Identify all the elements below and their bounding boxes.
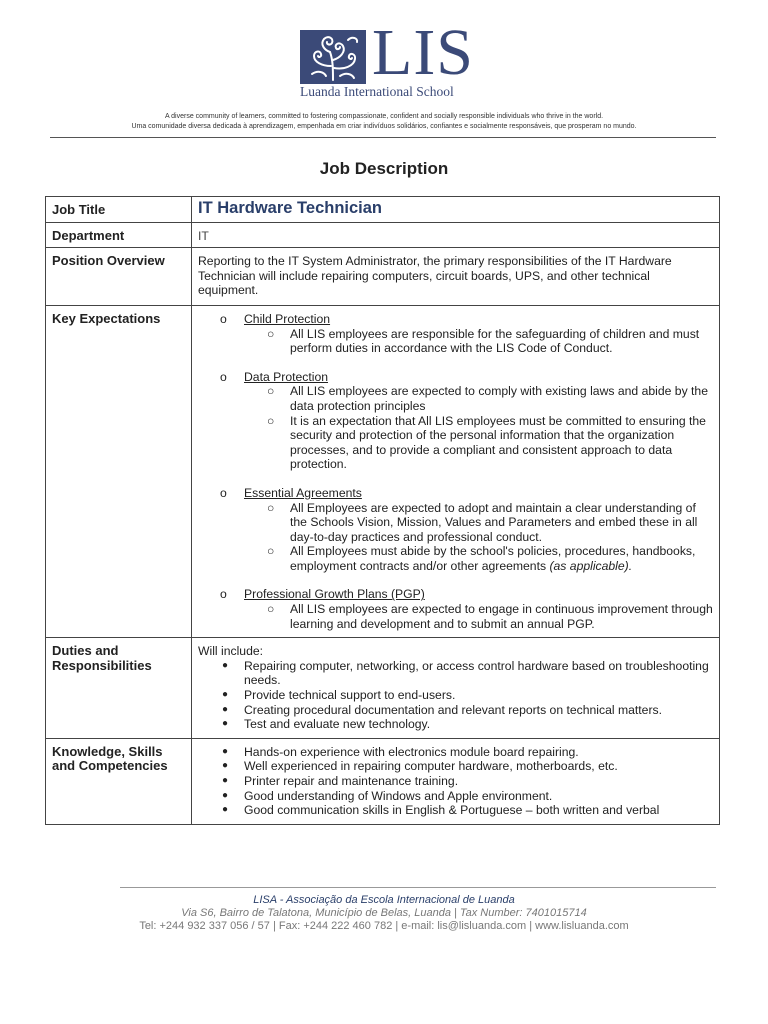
- list-item: [198, 774, 713, 789]
- sub-marker: ○: [267, 544, 275, 559]
- footer-contact: Tel: +244 932 337 056 / 57 | Fax: +244 222 460 782 | e-mail: lis@lisluanda.com | www.lisluanda.com: [139, 920, 629, 932]
- bullet-marker: ●: [222, 745, 229, 757]
- ke-pgp: [198, 587, 713, 631]
- list-item: [198, 789, 713, 804]
- bullet-marker: ●: [222, 789, 229, 801]
- ke-marker: o: [220, 485, 227, 500]
- ke-item-text: All Employees must abide by the school's policies, procedures, handbooks, employment contracts and/or other agreements: [290, 544, 696, 573]
- ke-item-text: All Employees are expected to adopt and maintain a clear understanding of the Schools Vision, Mission, Values and Parameters and embed these in all day-to-day practices and professional conduct.: [290, 500, 698, 544]
- list-item: [198, 759, 713, 774]
- sub-marker: ○: [267, 413, 275, 428]
- ke-child-protection: [198, 312, 713, 356]
- ke-heading: [198, 587, 713, 602]
- knowledge-text: Printer repair and maintenance training.: [244, 774, 459, 788]
- ke-item-text: All LIS employees are responsible for the safeguarding of children and must perform duties in accordance with the LIS Code of Conduct.: [290, 326, 700, 356]
- sub-marker: ○: [267, 500, 275, 515]
- knowledge-text: Good communication skills in English & Portuguese – both written and verbal: [244, 803, 660, 818]
- list-item: [198, 688, 713, 703]
- bullet-marker: ●: [222, 703, 229, 715]
- ke-item: [198, 544, 713, 573]
- sub-marker: ○: [267, 326, 275, 341]
- list-item: [198, 745, 713, 760]
- row-key-expectations: [46, 305, 720, 637]
- knowledge-text: Well experienced in repairing computer hardware, motherboards, etc.: [244, 759, 618, 774]
- duty-text: Creating procedural documentation and relevant reports on technical matters.: [244, 702, 662, 717]
- job-title-cell: [192, 197, 720, 223]
- duty-text: Provide technical support to end-users.: [244, 688, 456, 703]
- list-item: [198, 659, 713, 688]
- ke-item: [198, 501, 713, 545]
- job-description-table: [45, 196, 720, 825]
- duty-text: Test and evaluate new technology.: [244, 717, 431, 732]
- duties-cell: [192, 638, 720, 739]
- job-title-label: Job Title: [46, 197, 192, 223]
- knowledge-cell: [192, 738, 720, 824]
- ke-item: [198, 327, 713, 356]
- ke-item: [198, 602, 713, 631]
- bullet-marker: ●: [222, 718, 229, 730]
- school-logo: [300, 16, 474, 100]
- duties-intro: Will include:: [198, 644, 264, 659]
- bullet-marker: ●: [222, 659, 229, 671]
- ke-title: Professional Growth Plans (PGP): [244, 587, 425, 602]
- row-duties: [46, 638, 720, 739]
- ke-heading: [198, 312, 713, 327]
- ke-item-text: All LIS employees are expected to engage in continuous improvement through learning and development and to submit an annual PGP.: [290, 602, 713, 631]
- logo-emblem-icon: [300, 30, 366, 84]
- ke-marker: o: [220, 311, 227, 326]
- mission-portuguese: Uma comunidade diversa dedicada à aprendizagem, empenhada em criar indivíduos solidários, confiantes e socialmente responsáveis, que prosperam no mundo.: [131, 123, 637, 130]
- department-value: IT: [192, 222, 720, 248]
- page-title: Job Description: [319, 159, 449, 178]
- knowledge-text: Hands-on experience with electronics module board repairing.: [244, 744, 579, 759]
- ke-marker: o: [220, 587, 227, 602]
- job-title-value: IT Hardware Technician: [198, 199, 382, 217]
- ke-marker: o: [220, 369, 227, 384]
- ke-title: Essential Agreements: [244, 485, 362, 500]
- row-overview: [46, 248, 720, 306]
- ke-data-protection: [198, 370, 713, 472]
- duties-label: Duties and Responsibilities: [46, 638, 192, 739]
- key-expectations-label: Key Expectations: [46, 305, 192, 637]
- ke-heading: [198, 370, 713, 385]
- overview-label: Position Overview: [46, 248, 192, 306]
- ke-essential-agreements: [198, 486, 713, 574]
- duty-text: Repairing computer, networking, or access control hardware based on troubleshooting needs.: [244, 658, 709, 688]
- header-divider: [50, 137, 716, 138]
- row-knowledge: [46, 738, 720, 824]
- row-department: [46, 222, 720, 248]
- footer-org: LISA - Associação da Escola Internacional de Luanda: [253, 894, 515, 906]
- bullet-marker: ●: [222, 775, 229, 786]
- ke-title: Child Protection: [244, 311, 331, 326]
- list-item: [198, 717, 713, 732]
- knowledge-text: Good understanding of Windows and Apple environment.: [244, 788, 553, 803]
- bullet-marker: ●: [222, 804, 229, 816]
- list-item: [198, 703, 713, 718]
- school-name: Luanda International School: [300, 84, 454, 99]
- footer-divider: [120, 887, 716, 888]
- logo-wordmark: LIS: [372, 16, 474, 89]
- ke-item-italic: (as applicable).: [549, 558, 633, 573]
- knowledge-label: Knowledge, Skills and Competencies: [46, 738, 192, 824]
- ke-item-text: All LIS employees are expected to comply with existing laws and abide by the data protection principles: [290, 384, 708, 413]
- key-expectations-cell: [192, 305, 720, 637]
- sub-marker: ○: [267, 384, 275, 399]
- row-job-title: [46, 197, 720, 223]
- ke-item: [198, 384, 713, 413]
- ke-item: [198, 414, 713, 472]
- bullet-marker: ●: [222, 760, 229, 772]
- list-item: [198, 803, 713, 818]
- ke-heading: [198, 486, 713, 501]
- mission-english: A diverse community of learners, committed to fostering compassionate, confident and socially responsible individuals who thrive in the world.: [164, 113, 604, 120]
- bullet-marker: ●: [222, 689, 229, 701]
- sub-marker: ○: [267, 602, 275, 617]
- department-label: Department: [46, 222, 192, 248]
- ke-item-text: It is an expectation that All LIS employees must be committed to ensuring the security and protection of the personal information that the organization processes, and to provide a compliant and consistent approach to data protection.: [290, 413, 706, 472]
- footer-address: Via S6, Bairro de Talatona, Município de Belas, Luanda | Tax Number: 7401015714: [181, 907, 587, 919]
- overview-text: Reporting to the IT System Administrator, the primary responsibilities of the IT Hardware Technician will include repairing computers, circuit boards, UPS, and other technical equipment.: [192, 248, 720, 306]
- ke-title: Data Protection: [244, 369, 329, 384]
